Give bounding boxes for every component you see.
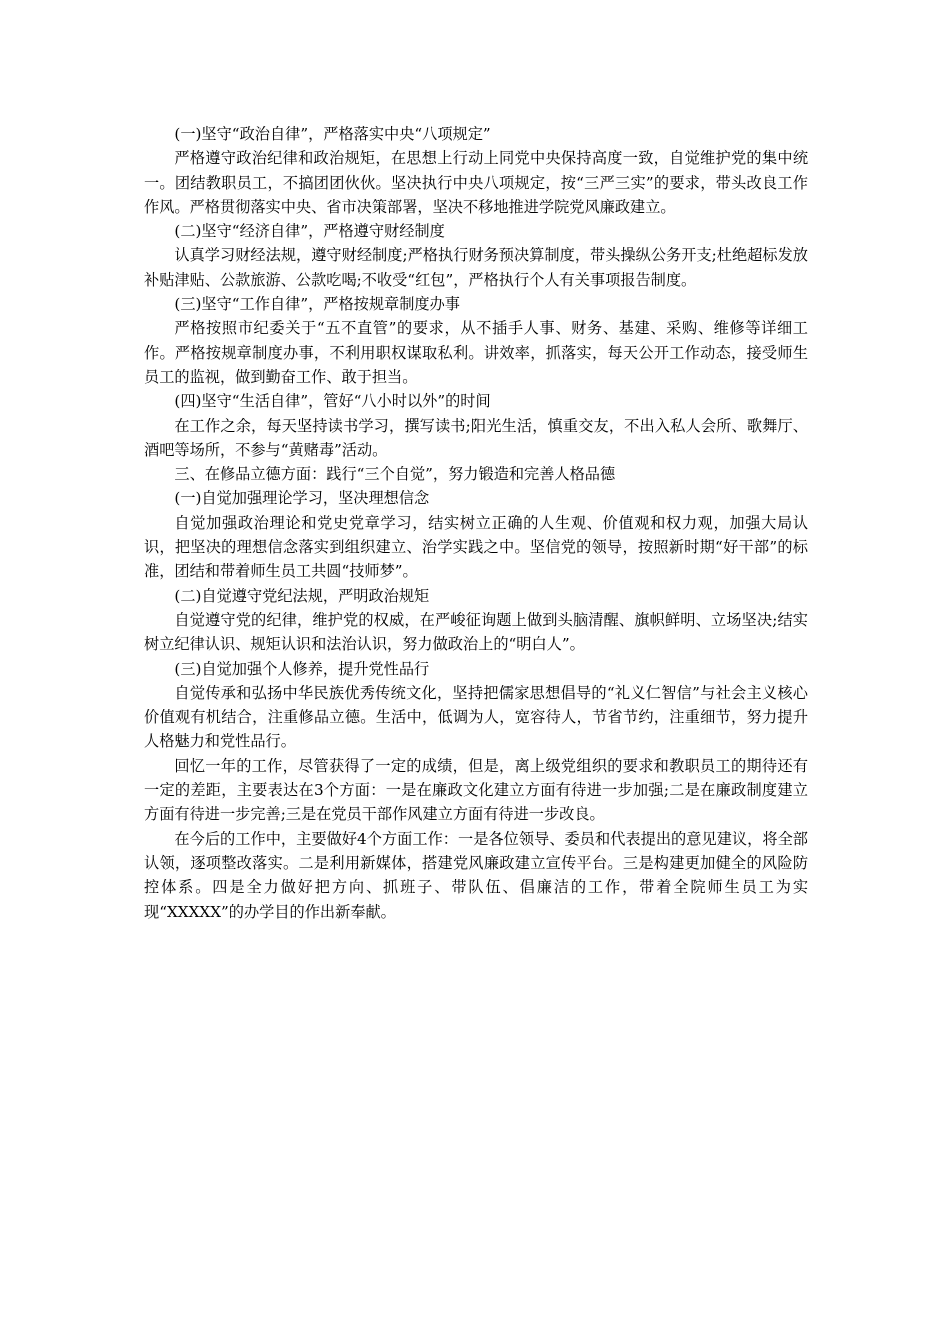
paragraph-work-rules: 严格按照市纪委关于“五不直管”的要求，从不插手人事、财务、基建、采购、维修等详细工作。严格按规章制度办事，不利用职权谋取私利。讲效率，抓落实，每天公开工作动态，接受师生员工的监视，做到勤奋工作、敢于担当。 bbox=[144, 319, 808, 386]
paragraph-political-discipline: 严格遵守政治纪律和政治规矩，在思想上行动上同党中央保持高度一致，自觉维护党的集中统一。团结教职员工，不搞团团伙伙。坚决执行中央八项规定，按“三严三实”的要求，带头改良工作作风。严格贯彻落实中央、省市决策部署，坚决不移地推进学院党风廉政建立。 bbox=[144, 149, 808, 216]
paragraph-life-conduct: 在工作之余，每天坚持读书学习，撰写读书;阳光生活，慎重交友，不出入私人会所、歌舞厅、酒吧等场所，不参与“黄赌毒”活动。 bbox=[144, 416, 808, 459]
section-heading-moral-cultivation: 三、在修品立德方面：践行“三个自觉”，努力锻造和完善人格品德 bbox=[174, 465, 616, 484]
paragraph-year-review: 回忆一年的工作，尽管获得了一定的成绩，但是，离上级党组织的要求和教职员工的期待还有一定的差距，主要表达在3个方面：一是在廉政文化建立方面有待进一步加强;二是在廉政制度建立方面有待进一步完善;三是在党员干部作风建立方面有待进一步改良。 bbox=[144, 756, 808, 824]
heading-work-self-discipline: (三)坚守“工作自律”，严格按规章制度办事 bbox=[174, 295, 460, 314]
heading-life-self-discipline: (四)坚守“生活自律”，管好“八小时以外”的时间 bbox=[174, 392, 491, 411]
heading-theory-study: (一)自觉加强理论学习，坚决理想信念 bbox=[174, 489, 430, 508]
document-body bbox=[144, 122, 808, 924]
heading-party-discipline: (二)自觉遵守党纪法规，严明政治规矩 bbox=[174, 586, 430, 605]
heading-economic-self-discipline: (二)坚守“经济自律”，严格遵守财经制度 bbox=[174, 222, 445, 241]
paragraph-theory-study: 自觉加强政治理论和党史党章学习，结实树立正确的人生观、价值观和权力观，加强大局认识，把坚决的理想信念落实到组织建立、治学实践之中。坚信党的领导，按照新时期“好干部”的标准，团结和带着师生员工共圆“技师梦”。 bbox=[144, 513, 808, 581]
heading-personal-cultivation: (三)自觉加强个人修养，提升党性品行 bbox=[174, 659, 430, 678]
heading-political-self-discipline: (一)坚守“政治自律”，严格落实中央“八项规定” bbox=[174, 125, 491, 143]
paragraph-financial-rules: 认真学习财经法规，遵守财经制度;严格执行财务预决算制度，带头操纵公务开支;杜绝超标发放补贴津贴、公款旅游、公款吃喝;不收受“红包”，严格执行个人有关事项报告制度。 bbox=[144, 246, 808, 289]
paragraph-future-work: 在今后的工作中，主要做好4个方面工作：一是各位领导、委员和代表提出的意见建议，将全部认领，逐项整改落实。二是利用新媒体，搭建党风廉政建立宣传平台。三是构建更加健全的风险防控体系。四是全力做好把方向、抓班子、带队伍、倡廉洁的工作，带着全院师生员工为实现“XXXXX”的办学目的作出新奉献。 bbox=[144, 829, 808, 921]
paragraph-personal-cultivation: 自觉传承和弘扬中华民族优秀传统文化，坚持把儒家思想倡导的“礼义仁智信”与社会主义核心价值观有机结合，注重修品立德。生活中，低调为人，宽容待人，节省节约，注重细节，努力提升人格魅力和党性品行。 bbox=[144, 683, 808, 751]
paragraph-party-discipline: 自觉遵守党的纪律，维护党的权威，在严峻征询题上做到头脑清醒、旗帜鲜明、立场坚决;结实树立纪律认识、规矩认识和法治认识，努力做政治上的“明白人”。 bbox=[144, 610, 808, 654]
